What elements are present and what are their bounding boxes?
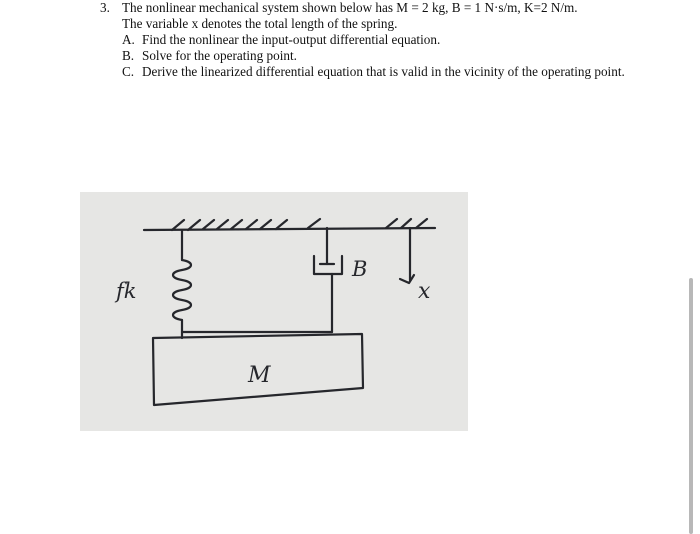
part-c [122, 64, 660, 80]
displacement-label: x [418, 279, 431, 304]
part-a [122, 32, 660, 48]
problem-statement [100, 0, 660, 32]
problem-3 [100, 0, 660, 80]
damper-label: B [352, 257, 368, 281]
part-b-letter: B. [122, 48, 135, 63]
part-c-letter: C. [122, 64, 135, 79]
system-sketch-photo [80, 192, 468, 431]
problem-number: 3. [100, 0, 110, 15]
part-a-text: Find the nonlinear the input-output differential equation. [142, 32, 441, 47]
statement-line-1: The nonlinear mechanical system shown below has M = 2 kg, B = 1 N·s/m, K=2 N/m. [122, 0, 578, 15]
problem-body [122, 0, 660, 32]
problem-parts [122, 32, 660, 80]
vertical-scrollbar[interactable] [689, 278, 693, 534]
part-b-text: Solve for the operating point. [142, 48, 297, 63]
part-c-text: Derive the linearized differential equation that is valid in the vicinity of the operating point. [142, 64, 625, 79]
part-b [122, 48, 660, 64]
system-sketch [80, 192, 468, 431]
statement-line-2: The variable x denotes the total length of the spring. [122, 16, 398, 31]
force-label: fk [116, 279, 137, 303]
mass-label: M [248, 363, 271, 388]
part-a-letter: A. [122, 32, 135, 47]
